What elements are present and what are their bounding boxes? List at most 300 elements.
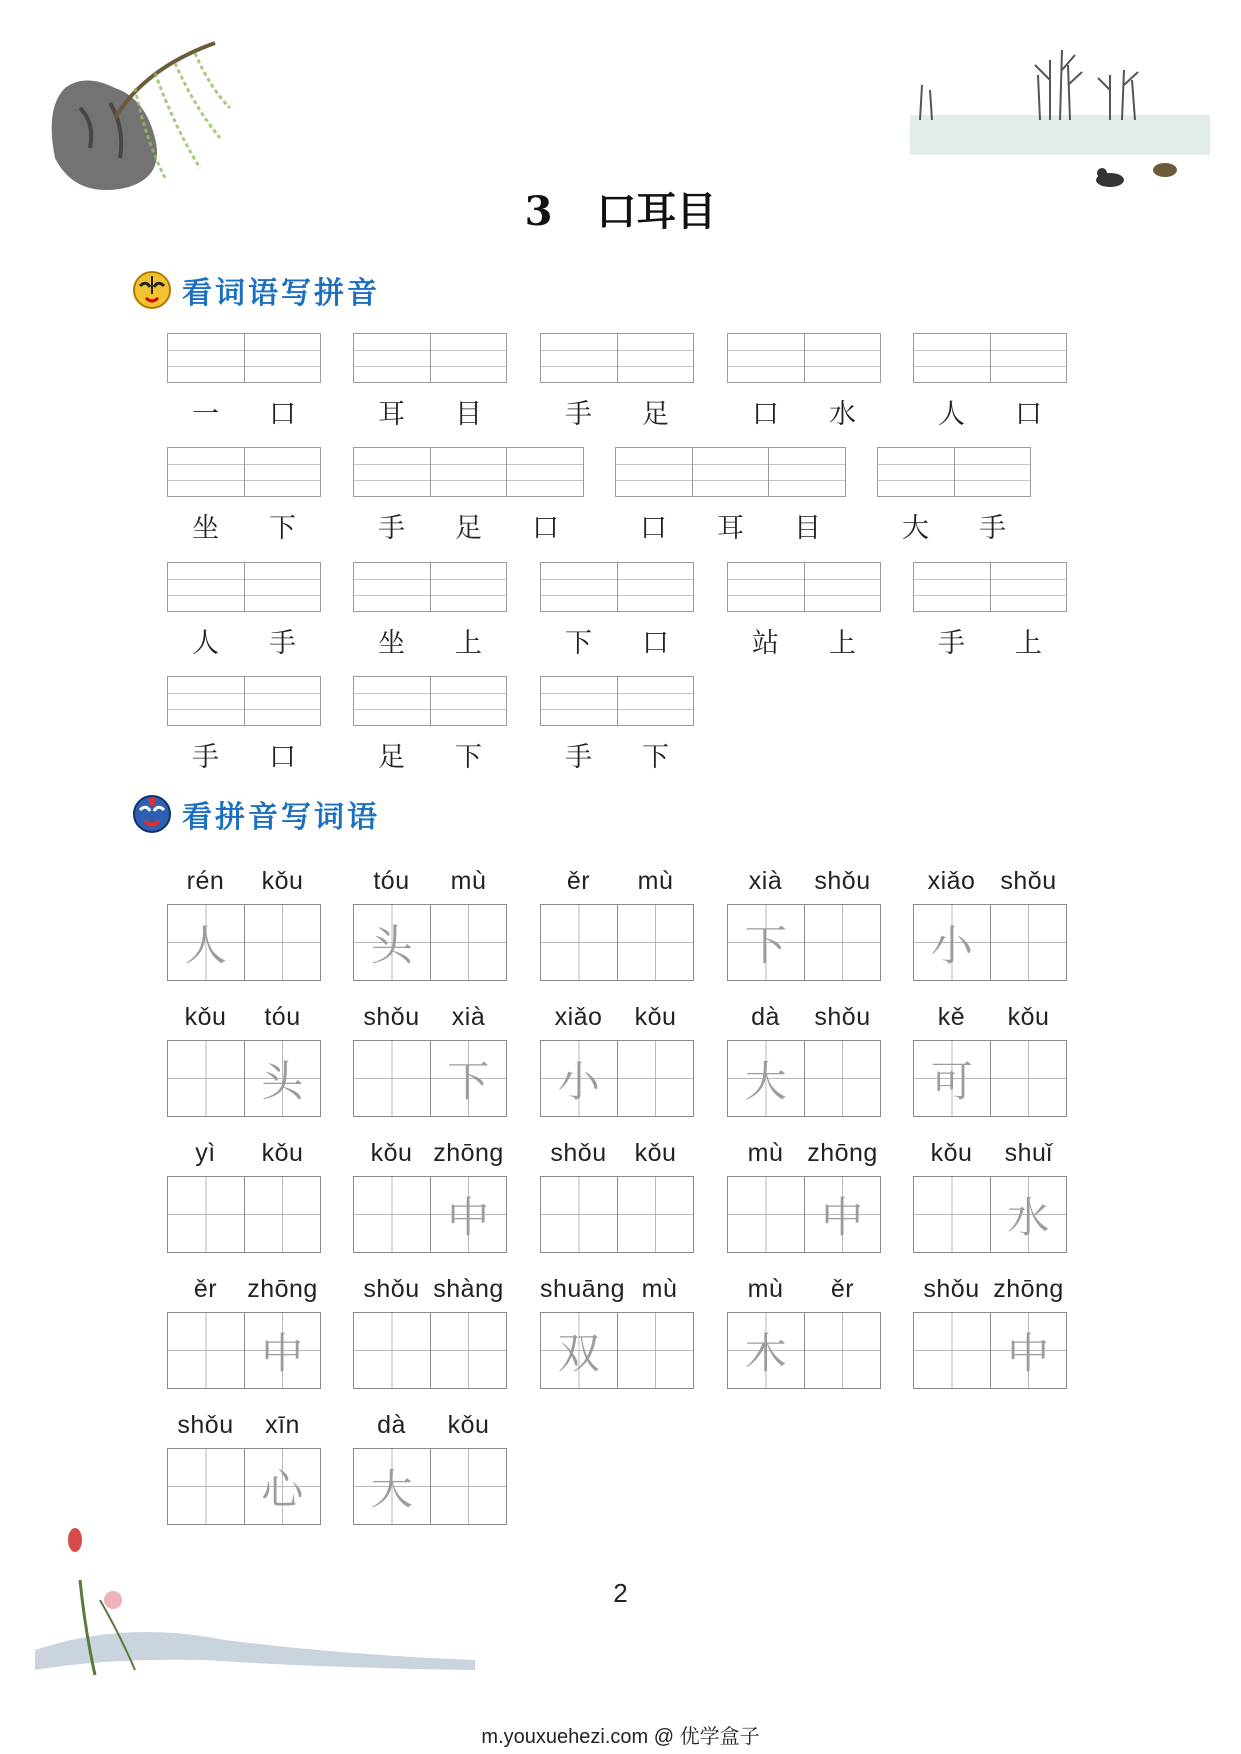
hint-character: 小 (557, 1056, 600, 1106)
pinyin-syllable: ěr (566, 867, 591, 895)
pinyin-syllable: kǒu (447, 1411, 490, 1439)
pinyin-line-segment[interactable] (991, 334, 1067, 382)
pinyin-prompt (167, 1134, 321, 1168)
pinyin-lines[interactable] (877, 447, 1031, 497)
pinyin-write-box[interactable] (167, 447, 321, 545)
word-characters (353, 506, 584, 545)
pinyin-line-segment[interactable] (168, 448, 245, 496)
pinyin-line-segment[interactable] (955, 448, 1031, 496)
word-character: 下 (565, 628, 592, 659)
pinyin-syllable: shǒu (177, 1411, 234, 1439)
tianzige-cell[interactable] (168, 1313, 245, 1388)
pinyin-write-box[interactable] (167, 562, 321, 660)
pinyin-line-segment[interactable] (168, 677, 245, 725)
character-write-box[interactable] (353, 998, 507, 1117)
character-write-box[interactable] (353, 1270, 507, 1389)
word-character: 目 (455, 399, 482, 430)
hint-character: 头 (370, 920, 413, 970)
pinyin-syllable: mù (450, 867, 487, 895)
tianzige-cell[interactable] (354, 905, 431, 980)
pinyin-lines[interactable] (167, 333, 321, 383)
pinyin-write-box[interactable] (615, 447, 846, 545)
tianzige-grid[interactable] (167, 1448, 321, 1525)
opera-mask-yellow-icon (132, 270, 172, 310)
pinyin-write-box[interactable] (167, 333, 321, 431)
character-write-box[interactable] (353, 862, 507, 981)
pinyin-line-segment[interactable] (245, 334, 321, 382)
pinyin-lines[interactable] (540, 676, 694, 726)
hint-character: 头 (261, 1056, 304, 1106)
word-character: 耳 (717, 513, 744, 544)
word-characters (727, 621, 881, 660)
lesson-number: 3 (524, 188, 553, 235)
tianzige-cell[interactable] (728, 905, 805, 980)
pinyin-line-segment[interactable] (245, 677, 321, 725)
tianzige-cell[interactable] (991, 1313, 1067, 1388)
pinyin-line-segment[interactable] (507, 448, 583, 496)
pinyin-syllable: kǒu (370, 1139, 413, 1167)
footer-credit: m.youxuehezi.com @ 优学盒子 (481, 1726, 760, 1748)
pinyin-syllable: shǒu (923, 1275, 980, 1303)
pinyin-syllable: xià (748, 867, 783, 895)
pinyin-line-segment[interactable] (168, 563, 245, 611)
pinyin-syllable: shǒu (814, 867, 871, 895)
tianzige-grid[interactable] (540, 904, 694, 981)
pinyin-line-segment[interactable] (618, 563, 694, 611)
pinyin-lines[interactable] (727, 562, 881, 612)
pinyin-write-box[interactable] (540, 562, 694, 660)
word-characters (167, 392, 321, 431)
word-characters (913, 392, 1067, 431)
pinyin-syllable: shàng (433, 1275, 504, 1303)
hint-character: 双 (557, 1328, 600, 1378)
pinyin-line-segment[interactable] (769, 448, 845, 496)
tianzige-cell[interactable] (168, 905, 245, 980)
tianzige-cell[interactable] (805, 1041, 881, 1116)
tianzige-cell[interactable] (541, 1313, 618, 1388)
word-character: 手 (565, 742, 592, 773)
tianzige-cell[interactable] (245, 905, 321, 980)
word-character: 口 (269, 742, 296, 773)
pinyin-prompt (167, 1406, 321, 1440)
character-write-box[interactable] (353, 1134, 507, 1253)
pinyin-line-segment[interactable] (914, 563, 991, 611)
tianzige-cell[interactable] (914, 905, 991, 980)
word-character: 人 (938, 399, 965, 430)
pinyin-line-segment[interactable] (618, 334, 694, 382)
pinyin-write-box[interactable] (727, 562, 881, 660)
character-write-box[interactable] (727, 862, 881, 981)
tianzige-cell[interactable] (541, 1177, 618, 1252)
pinyin-line-segment[interactable] (354, 448, 431, 496)
tianzige-cell[interactable] (618, 1041, 694, 1116)
word-character: 人 (192, 628, 219, 659)
tianzige-grid[interactable] (913, 1312, 1067, 1389)
tianzige-cell[interactable] (914, 1041, 991, 1116)
tianzige-grid[interactable] (167, 1312, 321, 1389)
tianzige-cell[interactable] (431, 1449, 507, 1524)
pinyin-lines[interactable] (167, 447, 321, 497)
word-character: 足 (642, 399, 669, 430)
word-character: 手 (979, 513, 1006, 544)
pinyin-syllable: dà (377, 1411, 406, 1439)
word-character: 下 (642, 742, 669, 773)
hint-character: 木 (744, 1328, 787, 1378)
tianzige-cell[interactable] (431, 1313, 507, 1388)
tianzige-cell[interactable] (168, 1177, 245, 1252)
hint-character: 可 (930, 1056, 973, 1106)
tianzige-grid[interactable] (540, 1176, 694, 1253)
pinyin-write-box[interactable] (913, 333, 1067, 431)
tianzige-cell[interactable] (805, 1313, 881, 1388)
pinyin-prompt (913, 998, 1067, 1032)
pinyin-line-segment[interactable] (354, 677, 431, 725)
pinyin-syllable: shǒu (550, 1139, 607, 1167)
word-character: 手 (269, 628, 296, 659)
character-write-box[interactable] (167, 1406, 321, 1525)
pinyin-write-box[interactable] (353, 333, 507, 431)
tianzige-grid[interactable] (353, 904, 507, 981)
pinyin-prompt (727, 862, 881, 896)
hint-character: 下 (447, 1056, 490, 1106)
tianzige-cell[interactable] (618, 905, 694, 980)
pinyin-write-box[interactable] (353, 447, 584, 545)
pinyin-line-segment[interactable] (354, 334, 431, 382)
word-character: 站 (752, 628, 779, 659)
pinyin-syllable: xià (451, 1003, 486, 1031)
word-character: 坐 (378, 628, 405, 659)
pinyin-write-box[interactable] (540, 676, 694, 774)
hint-character: 下 (744, 920, 787, 970)
pinyin-prompt (913, 1270, 1067, 1304)
tianzige-grid[interactable] (167, 904, 321, 981)
character-write-box[interactable] (727, 998, 881, 1117)
pinyin-syllable: xīn (265, 1411, 300, 1439)
word-character: 口 (642, 628, 669, 659)
word-character: 口 (752, 399, 779, 430)
hint-character: 中 (821, 1192, 864, 1242)
character-write-box[interactable] (727, 1270, 881, 1389)
pinyin-syllable: ěr (830, 1275, 855, 1303)
pinyin-syllable: kǒu (930, 1139, 973, 1167)
pinyin-line-segment[interactable] (618, 677, 694, 725)
section-heading-pinyin (132, 268, 380, 312)
character-write-box[interactable] (913, 1134, 1067, 1253)
character-write-box[interactable] (167, 1134, 321, 1253)
word-character: 手 (192, 742, 219, 773)
pinyin-line-segment[interactable] (245, 448, 321, 496)
character-write-box[interactable] (913, 1270, 1067, 1389)
word-characters (727, 392, 881, 431)
pinyin-line-segment[interactable] (541, 677, 618, 725)
pinyin-line-segment[interactable] (878, 448, 955, 496)
word-character: 足 (378, 742, 405, 773)
pinyin-syllable: zhōng (247, 1275, 318, 1303)
tianzige-cell[interactable] (168, 1041, 245, 1116)
tianzige-cell[interactable] (541, 905, 618, 980)
pinyin-lines[interactable] (540, 333, 694, 383)
pinyin-syllable: shuǐ (1004, 1139, 1053, 1167)
pinyin-syllable: xiǎo (554, 1003, 603, 1031)
tianzige-grid[interactable] (913, 904, 1067, 981)
pinyin-lines[interactable] (353, 562, 507, 612)
pinyin-syllable: mù (637, 867, 674, 895)
page-number: 2 (613, 1578, 628, 1608)
pinyin-prompt (353, 998, 507, 1032)
pinyin-line-segment[interactable] (431, 677, 507, 725)
tianzige-cell[interactable] (168, 1449, 245, 1524)
pinyin-prompt (167, 998, 321, 1032)
tianzige-cell[interactable] (431, 1177, 507, 1252)
pinyin-write-box[interactable] (877, 447, 1031, 545)
hint-character: 大 (370, 1464, 413, 1514)
section-heading-words (132, 792, 380, 836)
pinyin-prompt (353, 862, 507, 896)
tianzige-cell[interactable] (728, 1041, 805, 1116)
section-heading-text: 看词语写拼音 (182, 276, 380, 311)
character-write-box[interactable] (167, 998, 321, 1117)
tianzige-grid[interactable] (353, 1176, 507, 1253)
pinyin-syllable: shǒu (1000, 867, 1057, 895)
tianzige-cell[interactable] (914, 1177, 991, 1252)
word-characters (353, 392, 507, 431)
tianzige-cell[interactable] (541, 1041, 618, 1116)
pinyin-lines[interactable] (540, 562, 694, 612)
word-character: 手 (378, 513, 405, 544)
pinyin-line-segment[interactable] (728, 563, 805, 611)
pinyin-syllable: kǒu (261, 1139, 304, 1167)
pinyin-line-segment[interactable] (728, 334, 805, 382)
pinyin-syllable: zhōng (993, 1275, 1064, 1303)
pinyin-line-segment[interactable] (168, 334, 245, 382)
tianzige-cell[interactable] (245, 1449, 321, 1524)
pinyin-line-segment[interactable] (914, 334, 991, 382)
character-write-box[interactable] (540, 862, 694, 981)
pinyin-syllable: shǒu (363, 1003, 420, 1031)
pinyin-line-segment[interactable] (431, 448, 508, 496)
tianzige-cell[interactable] (914, 1313, 991, 1388)
tianzige-cell[interactable] (354, 1041, 431, 1116)
tianzige-grid[interactable] (353, 1312, 507, 1389)
pinyin-lines[interactable] (727, 333, 881, 383)
tianzige-cell[interactable] (728, 1313, 805, 1388)
hint-character: 中 (1007, 1328, 1050, 1378)
pinyin-syllable: kǒu (184, 1003, 227, 1031)
lesson-title: 口耳目 (596, 188, 717, 235)
word-characters (167, 621, 321, 660)
hint-character: 中 (447, 1192, 490, 1242)
character-write-box[interactable] (540, 1270, 694, 1389)
pinyin-syllable: kǒu (634, 1003, 677, 1031)
character-write-box[interactable] (727, 1134, 881, 1253)
word-characters (540, 735, 694, 774)
pinyin-lines[interactable] (353, 447, 584, 497)
word-characters (877, 506, 1031, 545)
tianzige-cell[interactable] (431, 1041, 507, 1116)
pinyin-lines[interactable] (913, 333, 1067, 383)
tianzige-grid[interactable] (913, 1040, 1067, 1117)
pinyin-syllable: zhōng (433, 1139, 504, 1167)
character-write-box[interactable] (913, 862, 1067, 981)
word-character: 下 (269, 513, 296, 544)
pinyin-prompt (913, 1134, 1067, 1168)
pinyin-prompt (727, 1270, 881, 1304)
word-characters (540, 621, 694, 660)
pinyin-syllable: mù (747, 1139, 784, 1167)
tianzige-grid[interactable] (167, 1176, 321, 1253)
tianzige-grid[interactable] (167, 1040, 321, 1117)
tianzige-grid[interactable] (727, 1176, 881, 1253)
word-characters (540, 392, 694, 431)
character-write-box[interactable] (540, 998, 694, 1117)
pinyin-syllable: yì (195, 1139, 216, 1167)
hint-character: 大 (744, 1056, 787, 1106)
word-character: 耳 (378, 399, 405, 430)
pinyin-lines[interactable] (353, 333, 507, 383)
word-character: 上 (1015, 628, 1042, 659)
pinyin-line-segment[interactable] (541, 563, 618, 611)
character-write-box[interactable] (913, 998, 1067, 1117)
pinyin-syllable: kǒu (634, 1139, 677, 1167)
word-character: 上 (829, 628, 856, 659)
tianzige-grid[interactable] (913, 1176, 1067, 1253)
pinyin-syllable: ěr (193, 1275, 218, 1303)
pinyin-line-segment[interactable] (616, 448, 693, 496)
word-character: 足 (455, 513, 482, 544)
word-character: 口 (1015, 399, 1042, 430)
pinyin-line-segment[interactable] (805, 563, 881, 611)
pinyin-prompt (353, 1406, 507, 1440)
pinyin-syllable: zhōng (807, 1139, 878, 1167)
tianzige-cell[interactable] (245, 1313, 321, 1388)
tianzige-cell[interactable] (245, 1177, 321, 1252)
pinyin-syllable: tóu (264, 1003, 301, 1031)
word-character: 口 (640, 513, 667, 544)
pinyin-line-segment[interactable] (431, 563, 507, 611)
hint-character: 水 (1007, 1192, 1050, 1242)
word-character: 上 (455, 628, 482, 659)
pinyin-write-box[interactable] (353, 676, 507, 774)
pinyin-syllable: mù (641, 1275, 678, 1303)
pinyin-write-box[interactable] (540, 333, 694, 431)
pinyin-line-segment[interactable] (805, 334, 881, 382)
pinyin-syllable: kǒu (1007, 1003, 1050, 1031)
pinyin-prompt (727, 998, 881, 1032)
opera-mask-blue-icon (132, 794, 172, 834)
tianzige-cell[interactable] (728, 1177, 805, 1252)
pinyin-line-segment[interactable] (354, 563, 431, 611)
word-characters (353, 621, 507, 660)
tianzige-grid[interactable] (727, 1312, 881, 1389)
pinyin-line-segment[interactable] (991, 563, 1067, 611)
character-write-box[interactable] (540, 1134, 694, 1253)
pinyin-prompt (540, 998, 694, 1032)
tianzige-cell[interactable] (354, 1449, 431, 1524)
tianzige-cell[interactable] (991, 1177, 1067, 1252)
pinyin-syllable: shuāng (540, 1275, 626, 1303)
pinyin-line-segment[interactable] (541, 334, 618, 382)
tianzige-cell[interactable] (805, 905, 881, 980)
tianzige-cell[interactable] (431, 905, 507, 980)
word-characters (913, 621, 1067, 660)
word-character: 下 (455, 742, 482, 773)
pinyin-line-segment[interactable] (693, 448, 770, 496)
tianzige-grid[interactable] (353, 1448, 507, 1525)
tianzige-grid[interactable] (353, 1040, 507, 1117)
pinyin-prompt (540, 1134, 694, 1168)
pinyin-write-box[interactable] (353, 562, 507, 660)
hint-character: 小 (930, 920, 973, 970)
character-write-box[interactable] (353, 1406, 507, 1525)
tianzige-grid[interactable] (727, 1040, 881, 1117)
word-character: 口 (532, 513, 559, 544)
pinyin-write-box[interactable] (167, 676, 321, 774)
pinyin-lines[interactable] (167, 676, 321, 726)
pinyin-syllable: mù (747, 1275, 784, 1303)
tianzige-grid[interactable] (540, 1040, 694, 1117)
word-character: 水 (829, 399, 856, 430)
pinyin-syllable: dà (751, 1003, 780, 1031)
tianzige-cell[interactable] (991, 905, 1067, 980)
word-character: 口 (269, 399, 296, 430)
tianzige-cell[interactable] (805, 1177, 881, 1252)
pinyin-prompt (167, 862, 321, 896)
word-characters (167, 506, 321, 545)
word-character: 一 (192, 399, 219, 430)
pinyin-prompt (353, 1270, 507, 1304)
pinyin-syllable: kǒu (261, 867, 304, 895)
word-characters (353, 735, 507, 774)
tianzige-grid[interactable] (540, 1312, 694, 1389)
word-character: 手 (938, 628, 965, 659)
tianzige-cell[interactable] (618, 1313, 694, 1388)
pinyin-prompt (540, 862, 694, 896)
tianzige-cell[interactable] (618, 1177, 694, 1252)
pinyin-line-segment[interactable] (245, 563, 321, 611)
pinyin-prompt (727, 1134, 881, 1168)
pinyin-prompt (540, 1270, 694, 1304)
pinyin-lines[interactable] (913, 562, 1067, 612)
pinyin-lines[interactable] (353, 676, 507, 726)
word-character: 目 (794, 513, 821, 544)
tianzige-cell[interactable] (991, 1041, 1067, 1116)
pinyin-syllable: kě (937, 1003, 966, 1031)
pinyin-write-box[interactable] (913, 562, 1067, 660)
word-characters (167, 735, 321, 774)
pinyin-prompt (167, 1270, 321, 1304)
page-title (0, 180, 1241, 237)
tianzige-grid[interactable] (727, 904, 881, 981)
pinyin-syllable: xiǎo (927, 867, 976, 895)
tianzige-cell[interactable] (245, 1041, 321, 1116)
pinyin-prompt (353, 1134, 507, 1168)
word-character: 手 (565, 399, 592, 430)
hint-character: 中 (261, 1328, 304, 1378)
tianzige-cell[interactable] (354, 1177, 431, 1252)
pinyin-write-box[interactable] (727, 333, 881, 431)
tianzige-cell[interactable] (354, 1313, 431, 1388)
character-write-box[interactable] (167, 1270, 321, 1389)
pinyin-line-segment[interactable] (431, 334, 507, 382)
word-character: 大 (902, 513, 929, 544)
character-write-box[interactable] (167, 862, 321, 981)
pinyin-syllable: tóu (373, 867, 410, 895)
pinyin-prompt (913, 862, 1067, 896)
pinyin-lines[interactable] (615, 447, 846, 497)
pinyin-syllable: shǒu (363, 1275, 420, 1303)
pinyin-lines[interactable] (167, 562, 321, 612)
section-heading-text: 看拼音写词语 (182, 800, 380, 835)
